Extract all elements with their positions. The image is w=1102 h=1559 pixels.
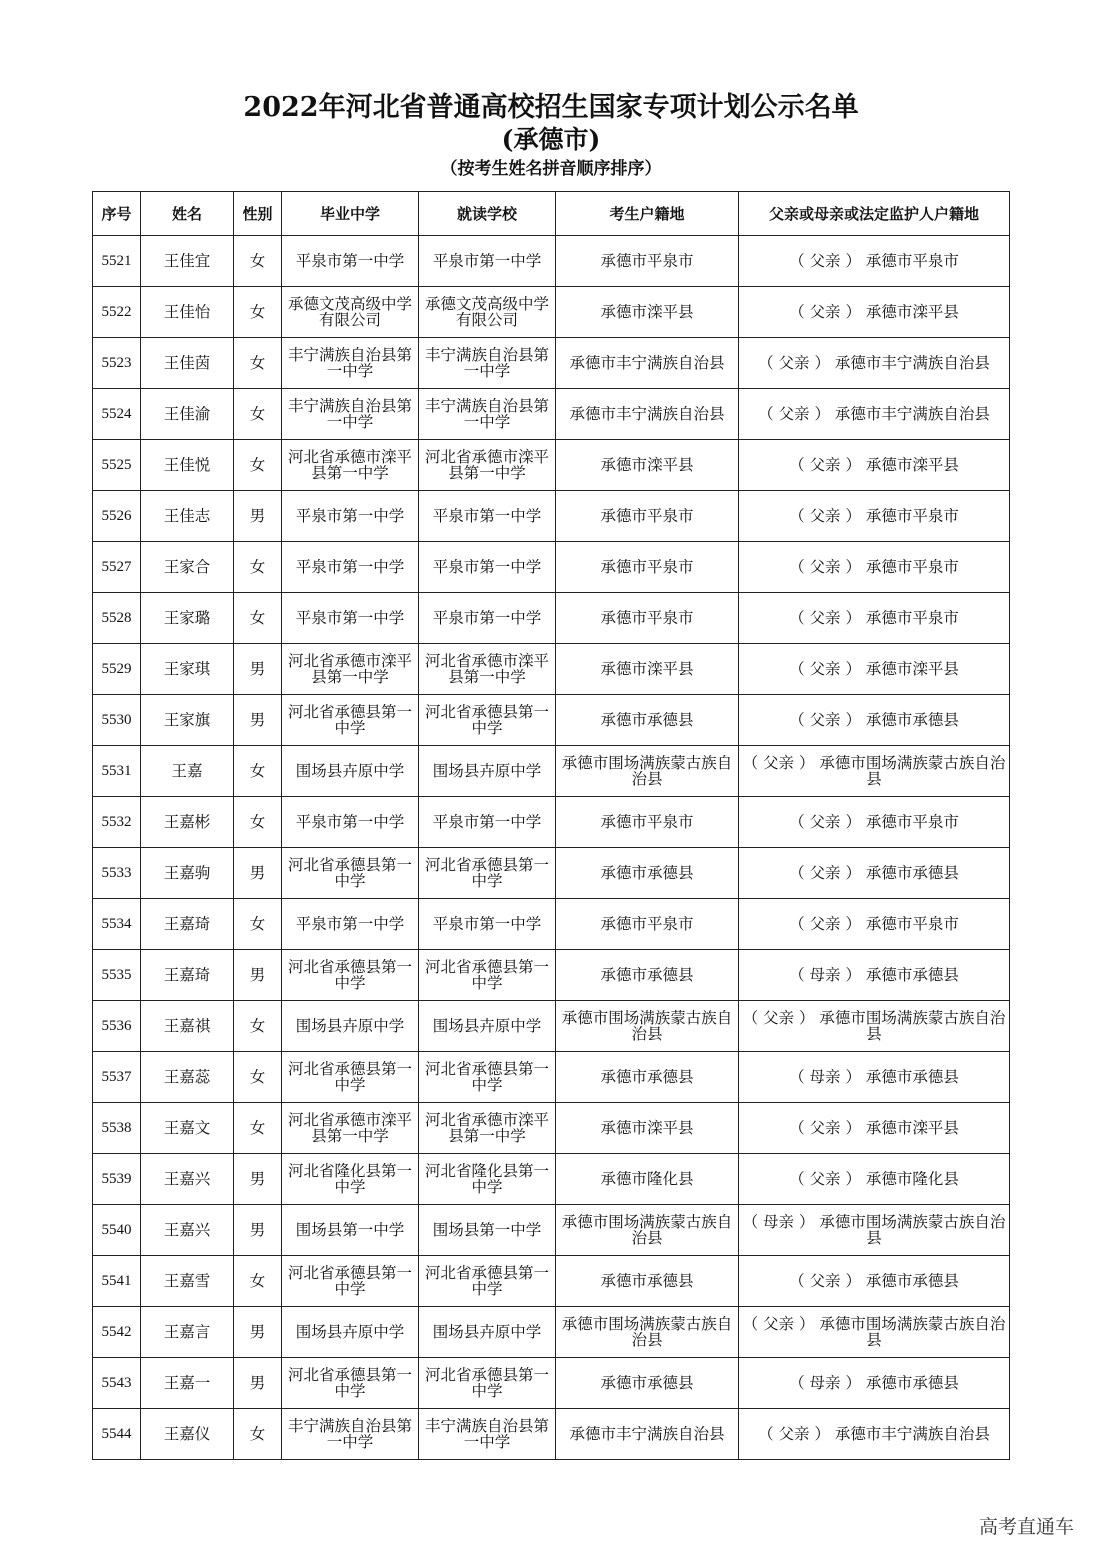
page-subtitle: (承德市) [501,125,601,154]
cell-no: 5521 [93,236,141,287]
cell-current-school: 丰宁满族自治县第一中学 [419,338,556,389]
cell-gender: 男 [234,1205,282,1256]
table-row [93,542,1010,593]
cell-current-school: 河北省承德县第一中学 [419,848,556,899]
cell-graduation-school: 平泉市第一中学 [282,236,419,287]
cell-graduation-school: 承德文茂高级中学有限公司 [282,287,419,338]
cell-parent-hukou: （ 父亲 ） 承德市平泉市 [739,797,1010,848]
cell-parent-hukou: （ 父亲 ） 承德市围场满族蒙古族自治县 [739,1307,1010,1358]
cell-candidate-hukou: 承德市承德县 [556,695,739,746]
header-graduation-school: 毕业中学 [282,192,419,236]
cell-name: 王家旗 [141,695,234,746]
cell-no: 5526 [93,491,141,542]
cell-name: 王嘉一 [141,1358,234,1409]
table-row [93,236,1010,287]
cell-graduation-school: 河北省承德市滦平县第一中学 [282,440,419,491]
cell-graduation-school: 平泉市第一中学 [282,491,419,542]
table-row [93,695,1010,746]
cell-graduation-school: 河北省承德县第一中学 [282,695,419,746]
cell-gender: 女 [234,440,282,491]
cell-gender: 男 [234,1307,282,1358]
table-row [93,1103,1010,1154]
cell-candidate-hukou: 承德市滦平县 [556,440,739,491]
cell-candidate-hukou: 承德市平泉市 [556,797,739,848]
cell-graduation-school: 河北省承德县第一中学 [282,950,419,1001]
cell-parent-hukou: （ 父亲 ） 承德市平泉市 [739,491,1010,542]
cell-graduation-school: 平泉市第一中学 [282,593,419,644]
table-row [93,1205,1010,1256]
table-row [93,1256,1010,1307]
cell-gender: 女 [234,236,282,287]
cell-parent-hukou: （ 母亲 ） 承德市围场满族蒙古族自治县 [739,1205,1010,1256]
cell-no: 5537 [93,1052,141,1103]
cell-graduation-school: 河北省承德县第一中学 [282,1052,419,1103]
cell-name: 王佳渝 [141,389,234,440]
cell-current-school: 河北省承德市滦平县第一中学 [419,644,556,695]
cell-gender: 女 [234,899,282,950]
cell-parent-hukou: （ 父亲 ） 承德市平泉市 [739,236,1010,287]
cell-name: 王嘉兴 [141,1205,234,1256]
cell-no: 5543 [93,1358,141,1409]
table-row [93,338,1010,389]
cell-current-school: 河北省承德县第一中学 [419,1256,556,1307]
cell-name: 王佳志 [141,491,234,542]
cell-current-school: 丰宁满族自治县第一中学 [419,1409,556,1460]
cell-candidate-hukou: 承德市丰宁满族自治县 [556,389,739,440]
cell-parent-hukou: （ 父亲 ） 承德市承德县 [739,848,1010,899]
table-row [93,899,1010,950]
cell-current-school: 平泉市第一中学 [419,593,556,644]
cell-candidate-hukou: 承德市承德县 [556,848,739,899]
cell-parent-hukou: （ 父亲 ） 承德市滦平县 [739,644,1010,695]
cell-current-school: 河北省承德县第一中学 [419,1358,556,1409]
cell-no: 5533 [93,848,141,899]
cell-candidate-hukou: 承德市平泉市 [556,899,739,950]
cell-gender: 女 [234,389,282,440]
table-row [93,797,1010,848]
table-row [93,1052,1010,1103]
cell-parent-hukou: （ 父亲 ） 承德市丰宁满族自治县 [739,389,1010,440]
cell-gender: 男 [234,491,282,542]
cell-graduation-school: 围场县第一中学 [282,1205,419,1256]
cell-no: 5524 [93,389,141,440]
cell-gender: 女 [234,287,282,338]
cell-graduation-school: 河北省承德县第一中学 [282,1358,419,1409]
cell-no: 5534 [93,899,141,950]
cell-no: 5538 [93,1103,141,1154]
cell-no: 5542 [93,1307,141,1358]
cell-current-school: 围场县第一中学 [419,1205,556,1256]
cell-graduation-school: 河北省承德市滦平县第一中学 [282,1103,419,1154]
cell-current-school: 河北省承德县第一中学 [419,950,556,1001]
cell-graduation-school: 围场县卉原中学 [282,1001,419,1052]
cell-candidate-hukou: 承德市围场满族蒙古族自治县 [556,1001,739,1052]
cell-no: 5527 [93,542,141,593]
cell-candidate-hukou: 承德市围场满族蒙古族自治县 [556,1307,739,1358]
cell-gender: 男 [234,644,282,695]
cell-candidate-hukou: 承德市丰宁满族自治县 [556,338,739,389]
header-current-school: 就读学校 [419,192,556,236]
cell-name: 王嘉 [141,746,234,797]
cell-gender: 男 [234,1154,282,1205]
cell-name: 王嘉言 [141,1307,234,1358]
cell-parent-hukou: （ 父亲 ） 承德市丰宁满族自治县 [739,1409,1010,1460]
cell-parent-hukou: （ 母亲 ） 承德市承德县 [739,1052,1010,1103]
cell-graduation-school: 平泉市第一中学 [282,899,419,950]
cell-parent-hukou: （ 母亲 ） 承德市承德县 [739,950,1010,1001]
cell-current-school: 河北省承德县第一中学 [419,1052,556,1103]
cell-no: 5536 [93,1001,141,1052]
cell-current-school: 平泉市第一中学 [419,236,556,287]
cell-name: 王嘉祺 [141,1001,234,1052]
cell-parent-hukou: （ 父亲 ） 承德市丰宁满族自治县 [739,338,1010,389]
cell-parent-hukou: （ 父亲 ） 承德市滦平县 [739,287,1010,338]
cell-candidate-hukou: 承德市滦平县 [556,287,739,338]
cell-graduation-school: 丰宁满族自治县第一中学 [282,389,419,440]
header-parent-hukou: 父亲或母亲或法定监护人户籍地 [739,192,1010,236]
cell-no: 5530 [93,695,141,746]
cell-candidate-hukou: 承德市承德县 [556,1256,739,1307]
cell-parent-hukou: （ 父亲 ） 承德市平泉市 [739,542,1010,593]
cell-candidate-hukou: 承德市平泉市 [556,542,739,593]
cell-graduation-school: 丰宁满族自治县第一中学 [282,1409,419,1460]
cell-parent-hukou: （ 父亲 ） 承德市围场满族蒙古族自治县 [739,1001,1010,1052]
cell-gender: 女 [234,542,282,593]
cell-name: 王嘉文 [141,1103,234,1154]
cell-candidate-hukou: 承德市承德县 [556,950,739,1001]
cell-name: 王嘉琦 [141,899,234,950]
cell-gender: 女 [234,1256,282,1307]
table-row [93,389,1010,440]
cell-name: 王家琪 [141,644,234,695]
cell-graduation-school: 河北省承德市滦平县第一中学 [282,644,419,695]
cell-gender: 女 [234,338,282,389]
cell-gender: 男 [234,950,282,1001]
cell-current-school: 河北省承德市滦平县第一中学 [419,1103,556,1154]
cell-current-school: 平泉市第一中学 [419,797,556,848]
cell-name: 王佳茵 [141,338,234,389]
cell-gender: 女 [234,797,282,848]
admission-list-table [92,191,1010,1460]
table-row [93,848,1010,899]
cell-name: 王佳怡 [141,287,234,338]
cell-current-school: 平泉市第一中学 [419,542,556,593]
cell-name: 王佳悦 [141,440,234,491]
cell-name: 王嘉兴 [141,1154,234,1205]
cell-name: 王嘉雪 [141,1256,234,1307]
table-row [93,746,1010,797]
table-row [93,1409,1010,1460]
table-row [93,950,1010,1001]
cell-gender: 女 [234,593,282,644]
cell-candidate-hukou: 承德市隆化县 [556,1154,739,1205]
cell-current-school: 承德文茂高级中学有限公司 [419,287,556,338]
cell-graduation-school: 河北省承德县第一中学 [282,848,419,899]
cell-name: 王嘉琦 [141,950,234,1001]
cell-parent-hukou: （ 父亲 ） 承德市承德县 [739,695,1010,746]
cell-candidate-hukou: 承德市承德县 [556,1052,739,1103]
cell-parent-hukou: （ 父亲 ） 承德市平泉市 [739,899,1010,950]
table-row [93,491,1010,542]
header-no: 序号 [93,192,141,236]
cell-no: 5532 [93,797,141,848]
cell-parent-hukou: （ 父亲 ） 承德市围场满族蒙古族自治县 [739,746,1010,797]
table-row [93,593,1010,644]
cell-current-school: 围场县卉原中学 [419,746,556,797]
table-header-row [93,192,1010,236]
cell-name: 王佳宜 [141,236,234,287]
cell-gender: 女 [234,1103,282,1154]
header-name: 姓名 [141,192,234,236]
cell-candidate-hukou: 承德市围场满族蒙古族自治县 [556,1205,739,1256]
cell-candidate-hukou: 承德市滦平县 [556,644,739,695]
cell-current-school: 丰宁满族自治县第一中学 [419,389,556,440]
cell-graduation-school: 河北省隆化县第一中学 [282,1154,419,1205]
cell-candidate-hukou: 承德市承德县 [556,1358,739,1409]
cell-current-school: 河北省隆化县第一中学 [419,1154,556,1205]
cell-graduation-school: 围场县卉原中学 [282,746,419,797]
cell-parent-hukou: （ 父亲 ） 承德市平泉市 [739,593,1010,644]
cell-name: 王嘉仪 [141,1409,234,1460]
cell-parent-hukou: （ 父亲 ） 承德市隆化县 [739,1154,1010,1205]
sort-note: （按考生姓名拼音顺序排序） [440,159,662,179]
cell-current-school: 河北省承德县第一中学 [419,695,556,746]
cell-candidate-hukou: 承德市平泉市 [556,236,739,287]
table-row [93,1154,1010,1205]
cell-gender: 男 [234,695,282,746]
table-row [93,644,1010,695]
cell-candidate-hukou: 承德市围场满族蒙古族自治县 [556,746,739,797]
cell-gender: 男 [234,1358,282,1409]
cell-candidate-hukou: 承德市滦平县 [556,1103,739,1154]
cell-name: 王嘉蕊 [141,1052,234,1103]
page-title: 2022年河北省普通高校招生国家专项计划公示名单 [243,92,859,123]
cell-no: 5528 [93,593,141,644]
cell-parent-hukou: （ 父亲 ） 承德市滦平县 [739,1103,1010,1154]
header-candidate-hukou: 考生户籍地 [556,192,739,236]
cell-graduation-school: 平泉市第一中学 [282,797,419,848]
cell-no: 5540 [93,1205,141,1256]
cell-gender: 女 [234,746,282,797]
cell-no: 5544 [93,1409,141,1460]
watermark-text: 高考直通车 [978,1516,1074,1538]
cell-no: 5523 [93,338,141,389]
cell-no: 5531 [93,746,141,797]
cell-gender: 女 [234,1001,282,1052]
cell-current-school: 围场县卉原中学 [419,1307,556,1358]
cell-gender: 男 [234,848,282,899]
cell-no: 5541 [93,1256,141,1307]
cell-name: 王嘉彬 [141,797,234,848]
cell-gender: 女 [234,1409,282,1460]
cell-candidate-hukou: 承德市丰宁满族自治县 [556,1409,739,1460]
cell-current-school: 平泉市第一中学 [419,899,556,950]
table-row [93,440,1010,491]
cell-graduation-school: 丰宁满族自治县第一中学 [282,338,419,389]
cell-graduation-school: 平泉市第一中学 [282,542,419,593]
table-row [93,287,1010,338]
table-row [93,1358,1010,1409]
table-row [93,1001,1010,1052]
cell-graduation-school: 河北省承德县第一中学 [282,1256,419,1307]
cell-no: 5522 [93,287,141,338]
cell-name: 王家合 [141,542,234,593]
cell-candidate-hukou: 承德市平泉市 [556,491,739,542]
cell-parent-hukou: （ 父亲 ） 承德市承德县 [739,1256,1010,1307]
cell-graduation-school: 围场县卉原中学 [282,1307,419,1358]
cell-name: 王家璐 [141,593,234,644]
cell-current-school: 河北省承德市滦平县第一中学 [419,440,556,491]
table-row [93,1307,1010,1358]
cell-no: 5539 [93,1154,141,1205]
cell-no: 5535 [93,950,141,1001]
cell-parent-hukou: （ 母亲 ） 承德市承德县 [739,1358,1010,1409]
cell-current-school: 围场县卉原中学 [419,1001,556,1052]
header-gender: 性别 [234,192,282,236]
cell-name: 王嘉驹 [141,848,234,899]
cell-no: 5525 [93,440,141,491]
cell-gender: 女 [234,1052,282,1103]
cell-no: 5529 [93,644,141,695]
cell-current-school: 平泉市第一中学 [419,491,556,542]
cell-parent-hukou: （ 父亲 ） 承德市滦平县 [739,440,1010,491]
cell-candidate-hukou: 承德市平泉市 [556,593,739,644]
